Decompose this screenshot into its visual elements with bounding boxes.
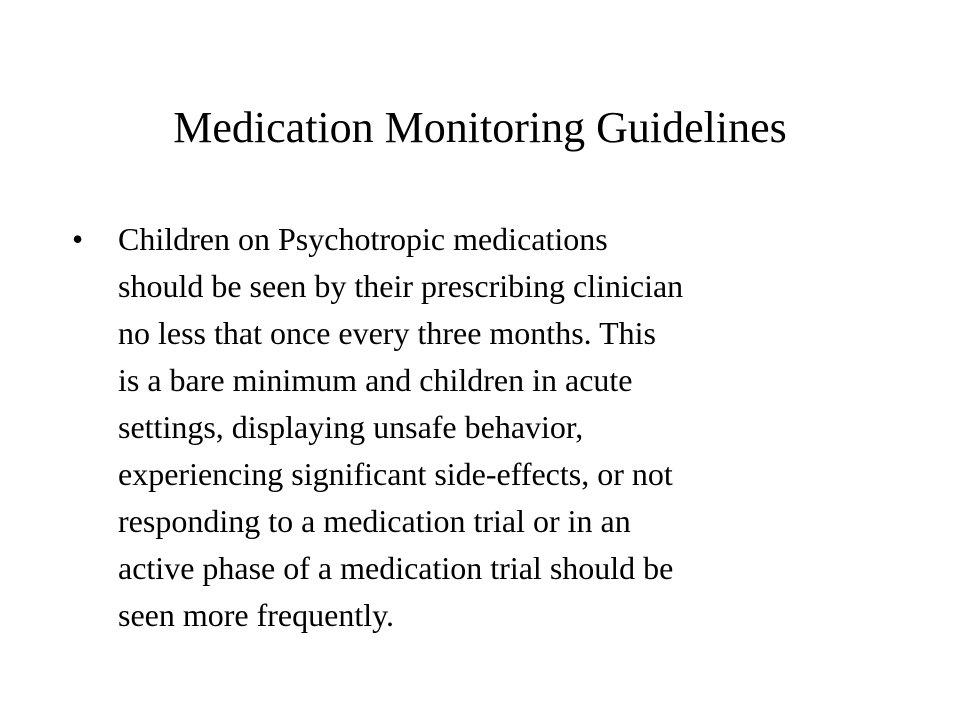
bullet-text-line: seen more frequently. xyxy=(118,597,395,633)
bullet-item xyxy=(72,216,892,639)
bullet-text-line: responding to a medication trial or in an xyxy=(118,503,631,539)
bullet-text-line: settings, displaying unsafe behavior, xyxy=(118,409,584,445)
bullet-text-line: is a bare minimum and children in acute xyxy=(118,362,633,398)
bullet-text-line: active phase of a medication trial should be xyxy=(118,550,674,586)
bullet-list xyxy=(72,216,892,639)
bullet-text-line: no less that once every three months. This xyxy=(118,315,656,351)
bullet-text-line: should be seen by their prescribing clinician xyxy=(118,268,684,304)
bullet-text-line: experiencing significant side-effects, or not xyxy=(118,456,673,492)
bullet-text-line: Children on Psychotropic medications xyxy=(118,221,608,257)
slide-title: Medication Monitoring Guidelines xyxy=(173,103,787,152)
bullet-glyph: • xyxy=(72,221,84,257)
